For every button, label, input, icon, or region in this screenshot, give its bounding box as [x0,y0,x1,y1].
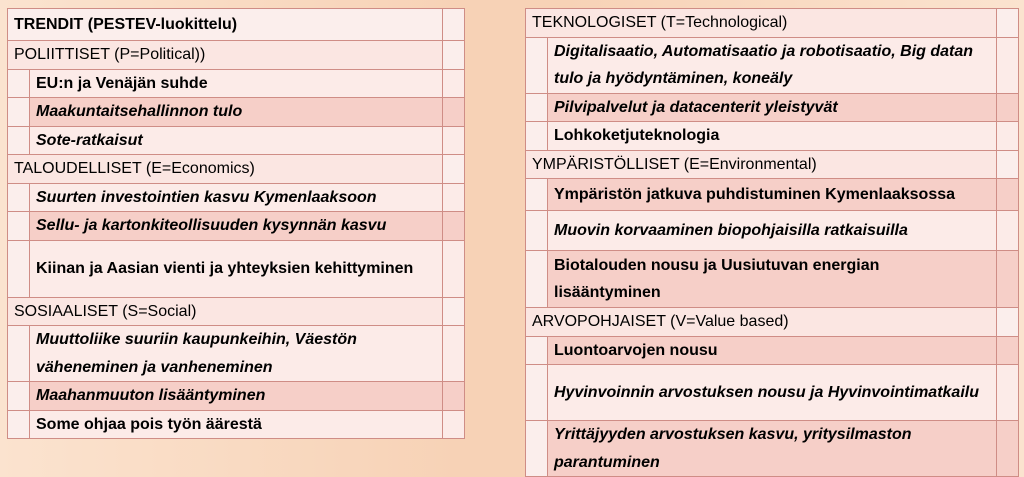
check-cell [997,211,1019,251]
trends-table-right [525,8,1019,477]
trend-item: Kiinan ja Aasian vienti ja yhteyksien kehittyminen [30,240,443,297]
check-cell [997,150,1019,179]
check-cell [997,308,1019,337]
trends-table-left [7,8,465,439]
check-cell [443,155,465,184]
check-cell [997,93,1019,122]
category-environmental: YMPÄRISTÖLLISET (E=Environmental) [526,150,997,179]
trend-item: Luontoarvojen nousu [548,336,997,365]
check-cell [997,421,1019,477]
check-cell [997,336,1019,365]
check-cell [443,240,465,297]
trend-item: Yrittäjyyden arvostuksen kasvu, yritysilmaston parantuminen [548,421,997,477]
check-cell [997,365,1019,421]
check-cell [443,126,465,155]
check-cell [997,9,1019,38]
trend-item: Muovin korvaaminen biopohjaisilla ratkaisuilla [548,211,997,251]
trend-item: Some ohjaa pois työn äärestä [30,410,443,439]
trend-item: EU:n ja Venäjän suhde [30,69,443,98]
trend-item: Suurten investointien kasvu Kymenlaaksoon [30,183,443,212]
check-cell [443,183,465,212]
check-cell [443,98,465,127]
check-cell [997,251,1019,308]
category-political: POLIITTISET (P=Political)) [8,41,443,70]
category-social: SOSIAALISET (S=Social) [8,297,443,326]
check-cell [443,382,465,411]
trend-item: Hyvinvoinnin arvostuksen nousu ja Hyvinvointimatkailu [548,365,997,421]
trend-item: Pilvipalvelut ja datacenterit yleistyvät [548,93,997,122]
check-cell [443,212,465,241]
category-value-based: ARVOPOHJAISET (V=Value based) [526,308,997,337]
table-title: TRENDIT (PESTEV-luokittelu) [8,9,443,41]
trend-item: Biotalouden nousu ja Uusiutuvan energian lisääntyminen [548,251,997,308]
check-cell [997,179,1019,211]
trend-item: Maakuntaitsehallinnon tulo [30,98,443,127]
check-cell [443,69,465,98]
category-economics: TALOUDELLISET (E=Economics) [8,155,443,184]
trend-item: Sellu- ja kartonkiteollisuuden kysynnän kasvu [30,212,443,241]
trend-item: Ympäristön jatkuva puhdistuminen Kymenlaaksossa [548,179,997,211]
trend-item: Lohkoketjuteknologia [548,122,997,151]
trend-item: Digitalisaatio, Automatisaatio ja robotisaatio, Big datan tulo ja hyödyntäminen, koneäly [548,37,997,93]
check-cell [997,37,1019,93]
check-cell [443,297,465,326]
trend-item: Maahanmuuton lisääntyminen [30,382,443,411]
trend-item: Muuttoliike suuriin kaupunkeihin, Väestön väheneminen ja vanheneminen [30,326,443,382]
check-cell [997,122,1019,151]
check-cell [443,9,465,41]
check-cell [443,41,465,70]
check-cell [443,326,465,382]
trend-item: Sote-ratkaisut [30,126,443,155]
category-technological: TEKNOLOGISET (T=Technological) [526,9,997,38]
check-cell [443,410,465,439]
